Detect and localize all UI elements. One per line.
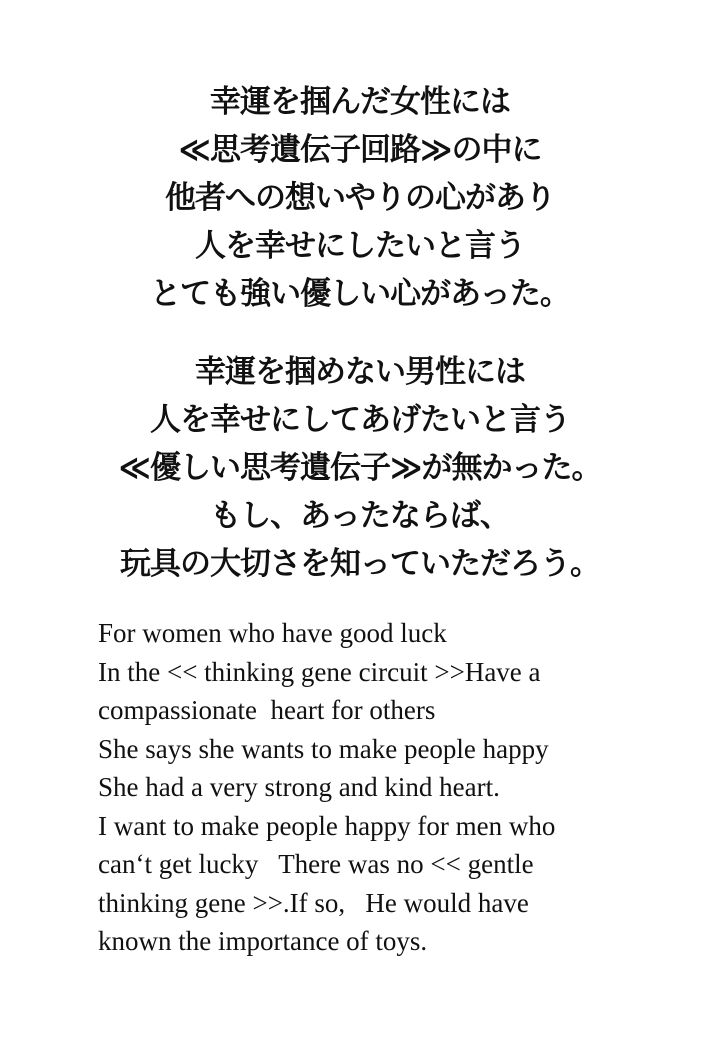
japanese-line: 幸運を掴んだ女性には [210,84,510,120]
japanese-line: ≪思考遺伝子回路≫の中に [178,132,542,168]
english-line: She says she wants to make people happy [98,733,549,764]
japanese-line: 玩具の大切さを知っていただろう。 [120,546,600,582]
japanese-line: 人を幸せにしてあげたいと言う [150,402,570,438]
english-line: can‘t get lucky There was no << gentle [98,849,534,879]
japanese-line: とても強い優しい心があった。 [150,276,570,312]
japanese-line: もし、あったならば、 [210,498,510,534]
english-line: compassionate heart for others [98,695,436,725]
english-line: known the importance of toys. [98,926,428,956]
japanese-paragraph-2 [0,348,720,588]
english-paragraph [98,614,698,961]
english-line: I want to make people happy for men who [98,810,556,841]
japanese-line: 幸運を掴めない男性には [195,354,525,390]
english-line: She had a very strong and kind heart. [98,772,500,802]
english-line: For women who have good luck [98,618,447,648]
japanese-paragraph-1 [0,78,720,318]
japanese-line: 人を幸せにしたいと言う [195,228,525,264]
english-line: In the << thinking gene circuit >>Have a [98,656,541,687]
japanese-line: ≪優しい思考遺伝子≫が無かった。 [118,450,602,486]
japanese-line: 他者への想いやりの心があり [165,180,555,216]
english-line: thinking gene >>.If so, He would have [98,887,529,918]
